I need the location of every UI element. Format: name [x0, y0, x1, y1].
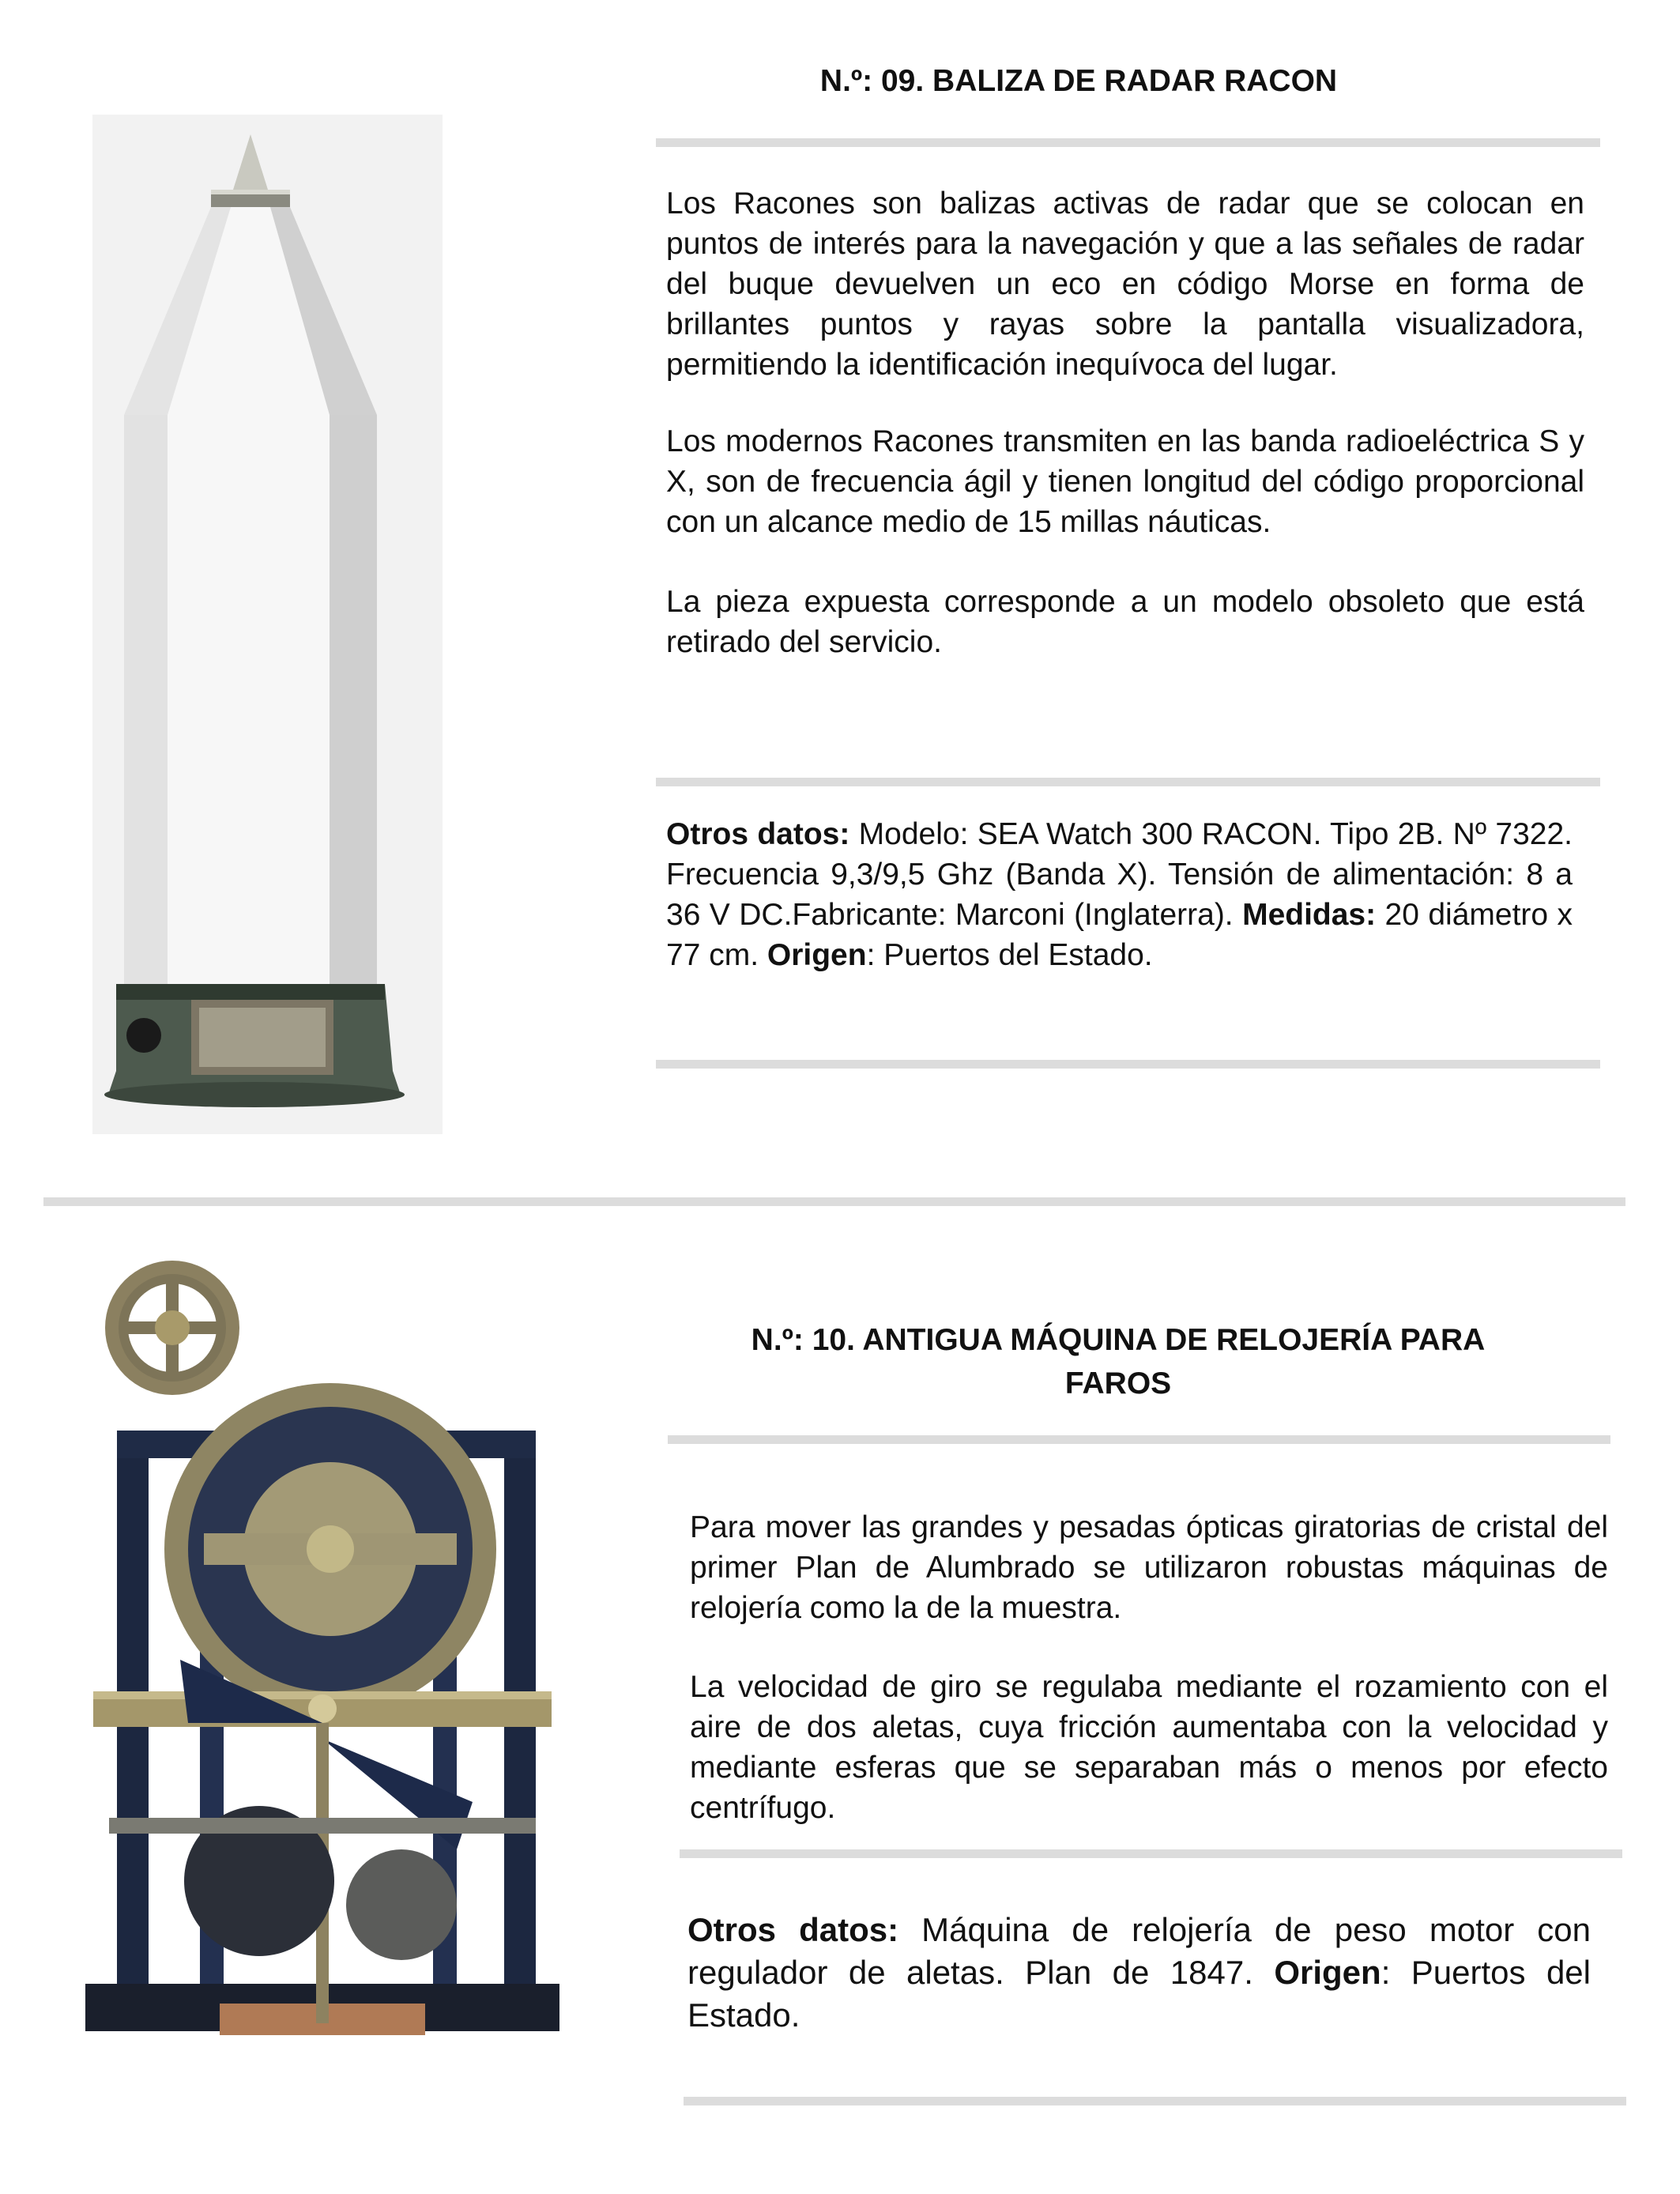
otros-datos-text: Modelo: SEA Watch 300 RACON. Tipo 2B. Nº 7322. Frecuencia 9,3/9,5 Ghz (Banda X). Tensión de alimentación: 8 a 36 V DC.Fabricante: Marconi (Inglaterra). [666, 817, 1573, 932]
medidas-text: 20 diámetro x 77 cm. [666, 898, 1573, 972]
otros-datos-label: Otros datos: [687, 1911, 899, 1948]
radar-beacon-photo [92, 115, 443, 1134]
origen-text: : Puertos del Estado. [866, 938, 1153, 972]
origen-label: Origen [1274, 1954, 1381, 1991]
item-10-title-rule [668, 1435, 1610, 1444]
origen-text: : Puertos del Estado. [687, 1954, 1591, 2034]
item-10-otros-datos [687, 1909, 1591, 2037]
item-10-title [668, 1318, 1569, 1405]
section-divider [43, 1197, 1625, 1206]
item-10-title-line-1: N.º: 10. ANTIGUA MÁQUINA DE RELOJERÍA PARA [751, 1323, 1486, 1357]
item-09-paragraph-1: Los Racones son balizas activas de radar que se colocan en puntos de interés para la navegación y que a las señales de radar del buque devuelven un eco en código Morse en forma de brillantes puntos y rayas sobre la pantalla visualizadora, permitiendo la identificación inequívoca del lugar. [666, 187, 1584, 382]
item-09-bottom-rule [656, 1060, 1600, 1069]
item-10-description-rule [680, 1849, 1622, 1858]
item-09-description-rule [656, 778, 1600, 786]
item-09-paragraph-2: Los modernos Racones transmiten en las banda radioeléctrica S y X, son de frecuencia ágil y tienen longitud del código proporcional con un alcance medio de 15 millas náuticas. [666, 424, 1584, 539]
origen-label: Origen [767, 938, 867, 972]
item-10-paragraph-2: La velocidad de giro se regulaba mediante el rozamiento con el aire de dos aletas, cuya fricción aumentaba con la velocidad y mediante esferas que se separaban más o menos por efecto centrífugo. [690, 1670, 1608, 1825]
clockwork-machine-photo [62, 1249, 583, 2047]
item-10-bottom-rule [684, 2097, 1626, 2105]
item-09-title: N.º: 09. BALIZA DE RADAR RACON [819, 64, 1338, 98]
item-09-otros-datos [666, 814, 1573, 975]
item-10-paragraph-1: Para mover las grandes y pesadas ópticas giratorias de cristal del primer Plan de Alumbrado se utilizaron robustas máquinas de relojería como la de la muestra. [690, 1510, 1608, 1625]
otros-datos-text: Máquina de relojería de peso motor con regulador de aletas. Plan de 1847. [687, 1911, 1591, 1991]
otros-datos-label: Otros datos: [666, 817, 850, 851]
item-09-paragraph-3: La pieza expuesta corresponde a un modelo obsoleto que está retirado del servicio. [666, 585, 1584, 659]
item-10-title-line-2: FAROS [1064, 1367, 1172, 1400]
item-09-title-rule [656, 138, 1600, 147]
medidas-label: Medidas: [1242, 898, 1377, 932]
